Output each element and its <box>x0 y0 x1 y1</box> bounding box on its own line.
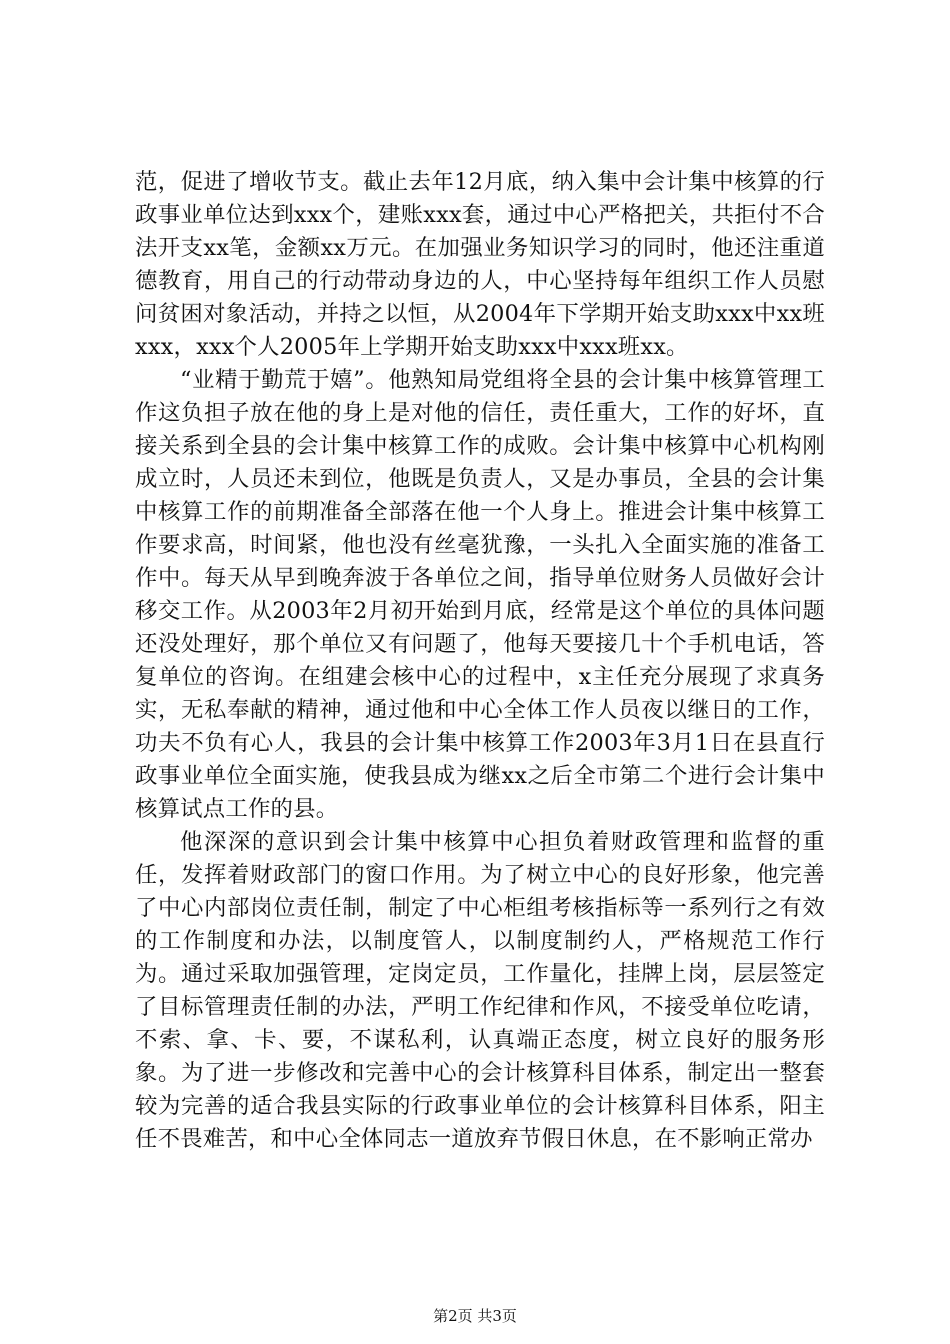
page-footer: 第2页 共3页 <box>433 1307 517 1325</box>
body-paragraph-1: 范，促进了增收节支。截止去年12月底，纳入集中会计集中核算的行政事业单位达到xxx个，建账xxx套，通过中心严格把关，共拒付不合法开支xx笔，金额xx万元。在加强业务知识学习的同时，他还注重道德教育，用自己的行动带动身边的人，中心坚持每年组织工作人员慰问贫困对象活动，并持之以恒，从2004年下学期开始支助xxx中xx班xxx，xxx个人2005年上学期开始支助xxx中xxx班xx。 <box>135 169 825 360</box>
body-paragraph-3: 他深深的意识到会计集中核算中心担负着财政管理和监督的重任，发挥着财政部门的窗口作用。为了树立中心的良好形象，他完善了中心内部岗位责任制，制定了中心柜组考核指标等一系列行之有效的工作制度和办法，以制度管人，以制度制约人，严格规范工作行为。通过采取加强管理，定岗定员，工作量化，挂牌上岗，层层签定了目标管理责任制的办法，严明工作纪律和作风，不接受单位吃请，不索、拿、卡、要，不谋私利，认真端正态度，树立良好的服务形象。为了进一步修改和完善中心的会计核算科目体系，制定出一整套较为完善的适合我县实际的行政事业单位的会计核算科目体系，阳主任不畏难苦，和中心全体同志一道放弃节假日休息，在不影响正常办 <box>135 829 825 1152</box>
body-paragraph-2: “业精于勤荒于嬉”。他熟知局党组将全县的会计集中核算管理工作这负担子放在他的身上是对他的信任，责任重大，工作的好坏，直接关系到全县的会计集中核算工作的成败。会计集中核算中心机构刚成立时，人员还未到位，他既是负责人，又是办事员，全县的会计集中核算工作的前期准备全部落在他一个人身上。推进会计集中核算工作要求高，时间紧，他也没有丝毫犹豫，一头扎入全面实施的准备工作中。每天从早到晚奔波于各单位之间，指导单位财务人员做好会计移交工作。从2003年2月初开始到月底，经常是这个单位的具体问题还没处理好，那个单位又有问题了，他每天要接几十个手机电话，答复单位的咨询。在组建会核中心的过程中，x主任充分展现了求真务实，无私奉献的精神，通过他和中心全体工作人员夜以继日的工作，功夫不负有心人，我县的会计集中核算工作2003年3月1日在县直行政事业单位全面实施，使我县成为继xx之后全市第二个进行会计集中核算试点工作的县。 <box>135 367 825 822</box>
document-body <box>135 166 825 1156</box>
